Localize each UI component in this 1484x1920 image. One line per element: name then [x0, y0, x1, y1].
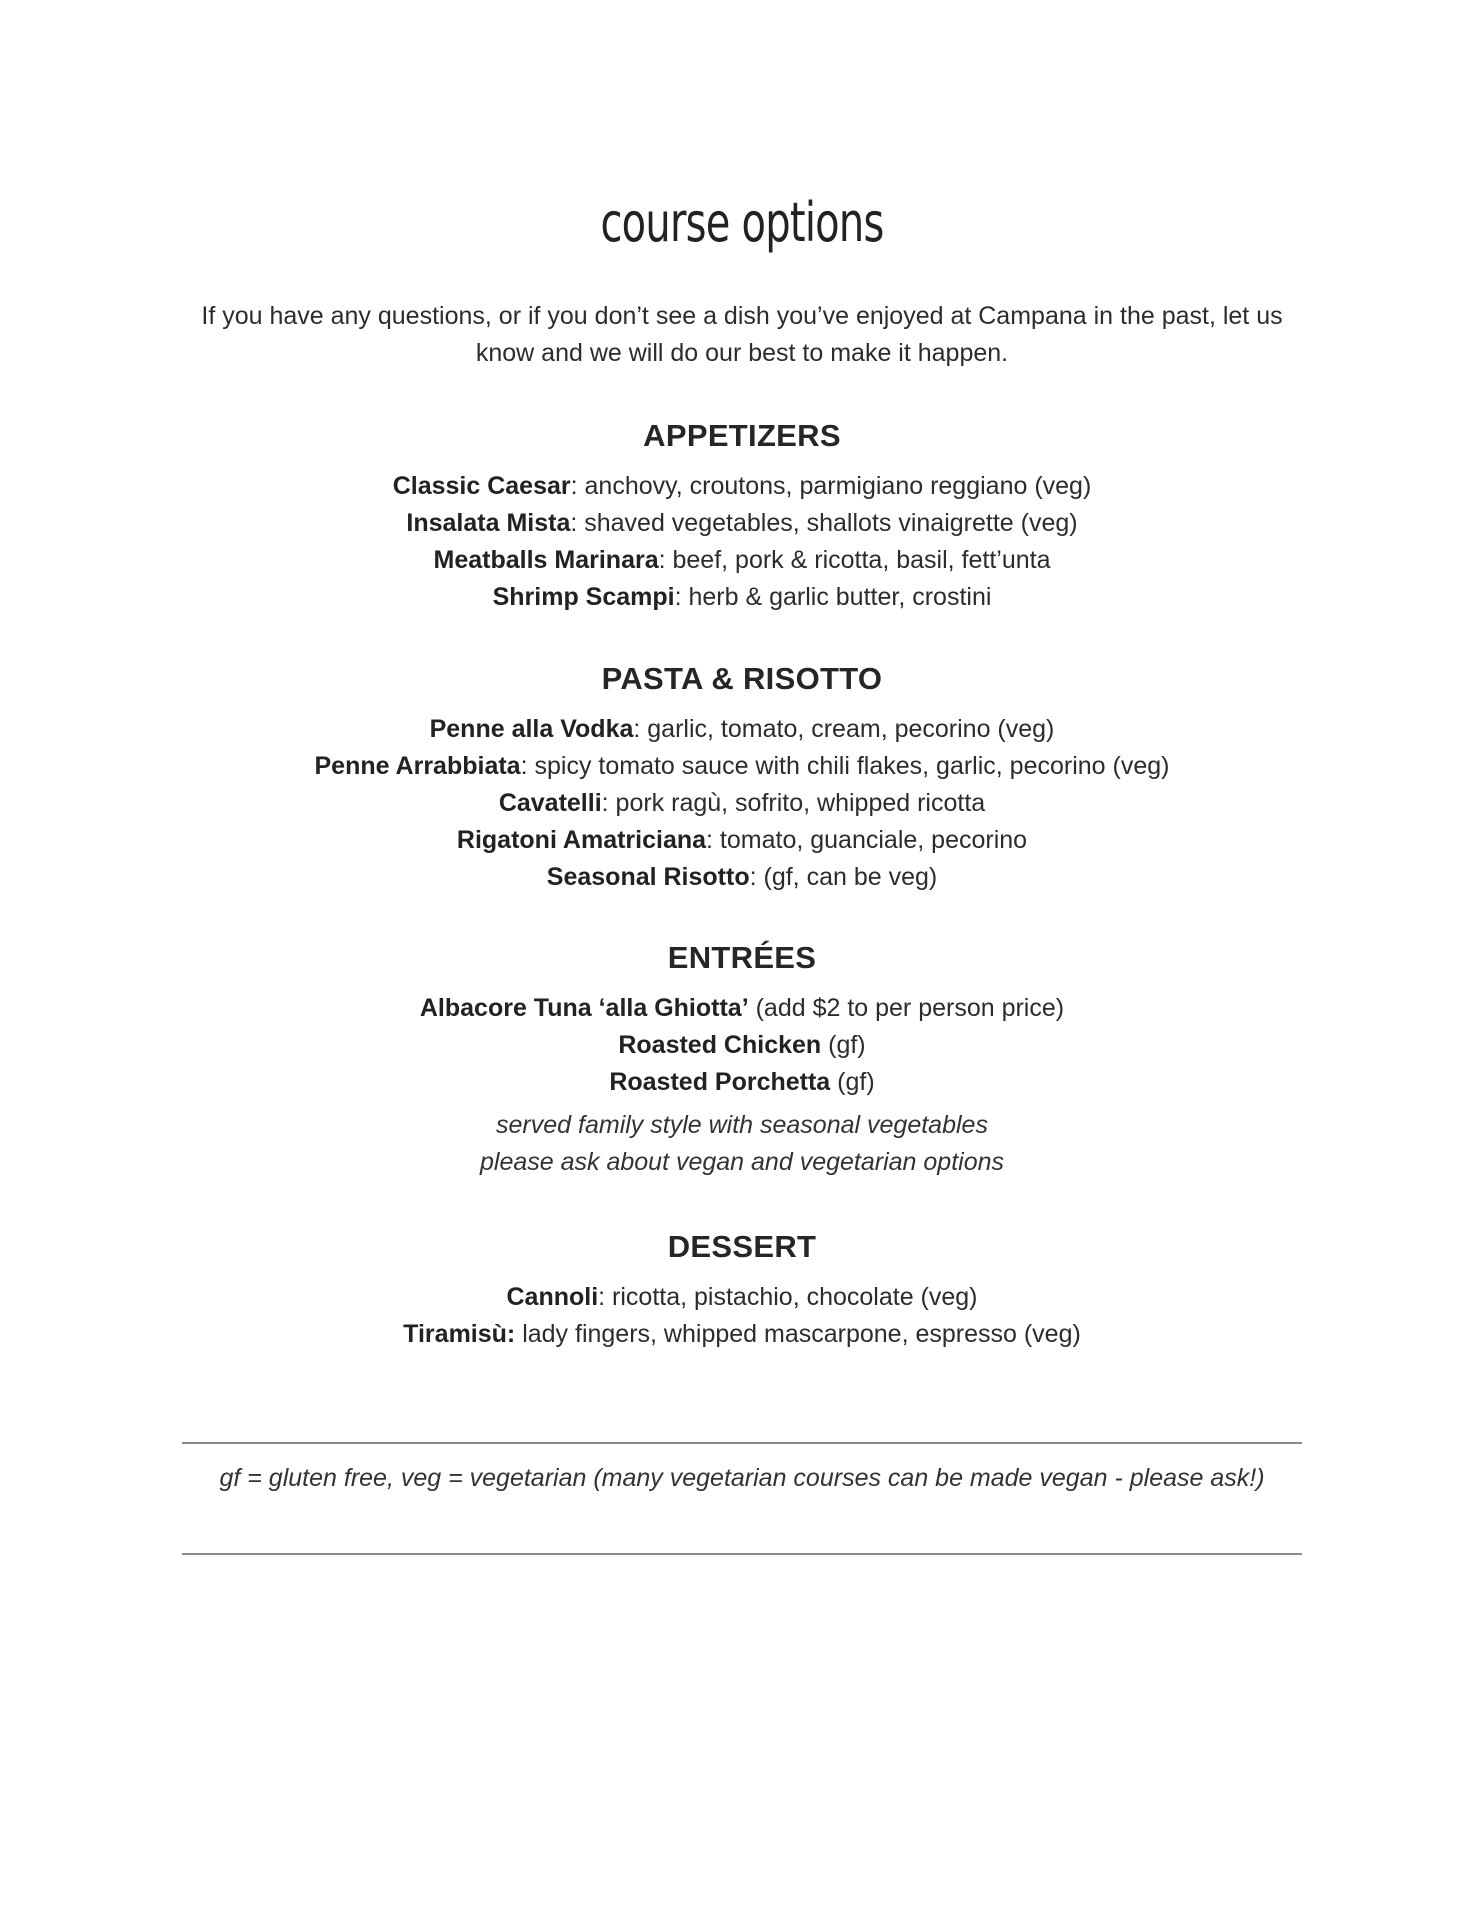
- item-description: : spicy tomato sauce with chili flakes, garlic, pecorino (veg): [520, 752, 1170, 780]
- item-description: : tomato, guanciale, pecorino: [706, 826, 1028, 854]
- item-name: Tiramisù:: [403, 1320, 516, 1348]
- menu-item: [0, 579, 1484, 616]
- menu-item: [0, 468, 1484, 505]
- menu-item: [0, 542, 1484, 579]
- menu-item: [0, 785, 1484, 822]
- item-name: Roasted Porchetta: [609, 1068, 831, 1096]
- item-name: Roasted Chicken: [618, 1031, 822, 1059]
- item-name: Insalata Mista: [406, 509, 571, 537]
- item-description: : pork ragù, sofrito, whipped ricotta: [601, 789, 986, 817]
- intro-paragraph: If you have any questions, or if you don’t see a dish you’ve enjoyed at Campana in the past, let us know and we will do our best to make it happen.: [201, 302, 1283, 367]
- item-name: Penne alla Vodka: [429, 715, 634, 743]
- entree-notes: [0, 1107, 1484, 1181]
- menu-item: [0, 1064, 1484, 1101]
- item-description: : ricotta, pistachio, chocolate (veg): [598, 1283, 978, 1311]
- item-description: (gf): [830, 1068, 875, 1096]
- menu-item: [0, 1316, 1484, 1353]
- section-heading: PASTA & RISOTTO: [601, 661, 883, 696]
- footnote-legend: gf = gluten free, veg = vegetarian (many vegetarian courses can be made vegan - please ask!): [219, 1464, 1265, 1492]
- item-name: Penne Arrabbiata: [314, 752, 521, 780]
- menu-item: [0, 505, 1484, 542]
- top-divider: [182, 1442, 1302, 1444]
- section-heading: APPETIZERS: [643, 418, 841, 453]
- entree-note: served family style with seasonal vegetables: [496, 1111, 988, 1139]
- menu-item: [0, 859, 1484, 896]
- item-name: Cavatelli: [498, 789, 602, 817]
- section-dessert: [0, 1227, 1484, 1353]
- item-description: : garlic, tomato, cream, pecorino (veg): [633, 715, 1055, 743]
- menu-item: [0, 822, 1484, 859]
- page-title: course options: [600, 191, 884, 254]
- section-pasta-risotto: [0, 659, 1484, 896]
- item-description: : anchovy, croutons, parmigiano reggiano (veg): [570, 472, 1092, 500]
- menu-item: [0, 1027, 1484, 1064]
- menu-item: [0, 990, 1484, 1027]
- section-entrees: [0, 938, 1484, 1181]
- item-name: Cannoli: [506, 1283, 599, 1311]
- menu-item: [0, 1279, 1484, 1316]
- item-description: (add $2 to per person price): [748, 994, 1065, 1022]
- item-description: : beef, pork & ricotta, basil, fett’unta: [658, 546, 1051, 574]
- menu-item: [0, 748, 1484, 785]
- item-description: : shaved vegetables, shallots vinaigrette (veg): [570, 509, 1078, 537]
- item-name: Albacore Tuna ‘alla Ghiotta’: [419, 994, 749, 1022]
- item-name: Classic Caesar: [392, 472, 571, 500]
- item-description: : (gf, can be veg): [749, 863, 938, 891]
- section-appetizers: [0, 416, 1484, 616]
- item-description: (gf): [821, 1031, 866, 1059]
- item-name: Shrimp Scampi: [492, 583, 675, 611]
- item-description: lady fingers, whipped mascarpone, espresso (veg): [515, 1320, 1081, 1348]
- section-heading: DESSERT: [667, 1229, 817, 1264]
- item-name: Meatballs Marinara: [433, 546, 659, 574]
- section-heading: ENTRÉES: [667, 940, 817, 975]
- item-name: Seasonal Risotto: [546, 863, 750, 891]
- menu-item: [0, 711, 1484, 748]
- bottom-divider: [182, 1553, 1302, 1555]
- entree-note: please ask about vegan and vegetarian options: [480, 1148, 1004, 1176]
- item-name: Rigatoni Amatriciana: [456, 826, 707, 854]
- item-description: : herb & garlic butter, crostini: [674, 583, 992, 611]
